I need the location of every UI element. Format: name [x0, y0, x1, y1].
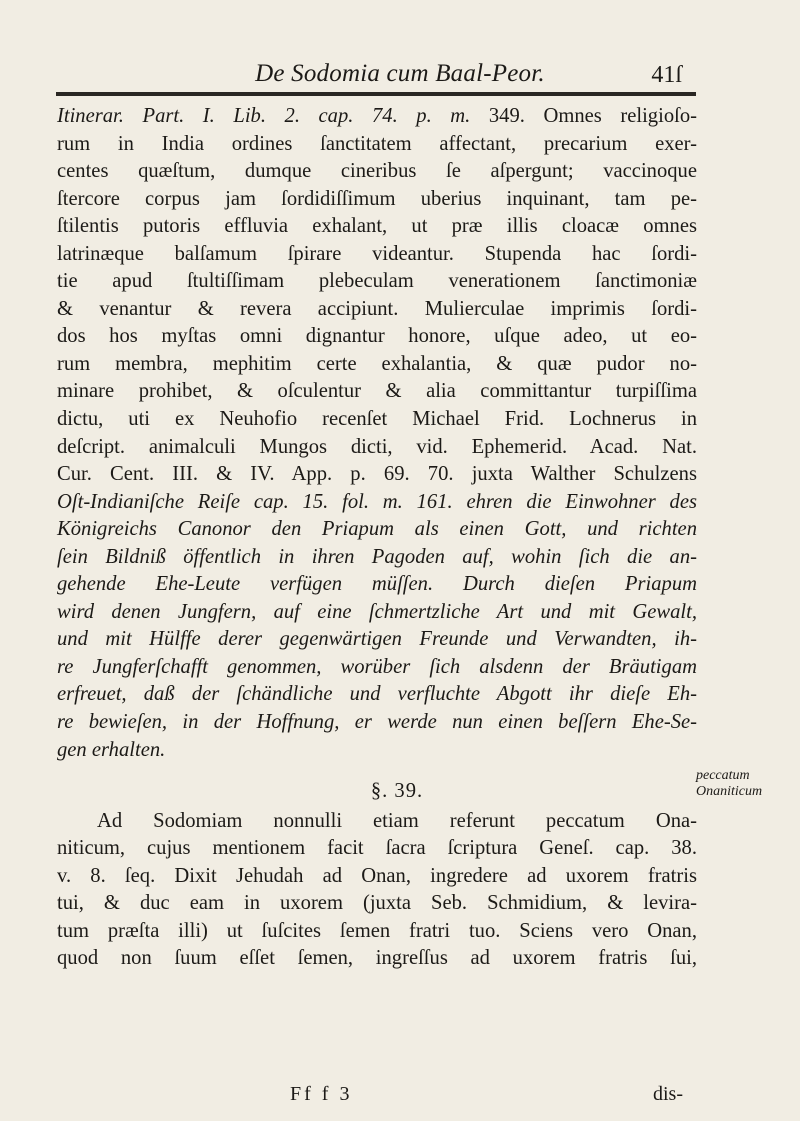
text-line: ſtercore corpus jam ſordidiſſimum uberius inquinant, tam pe-: [57, 187, 697, 210]
german-quote-line: gen erhalten.: [57, 738, 166, 761]
catchword: dis-: [653, 1083, 683, 1105]
text-line: dictu, uti ex Neuhofio recenſet Michael Frid. Lochnerus in: [57, 408, 697, 431]
text-line: quod non ſuum eſſet ſemen, ingreſſus ad uxorem fratris ſui,: [57, 947, 697, 970]
text-line: tum præſta illi) ut ſuſcites ſemen fratri tuo. Sciens vero Onan,: [57, 919, 697, 942]
german-quote-line: erfreuet, daß der ſchändliche und verfluchte Abgott ihr dieſe Eh-: [57, 683, 697, 706]
page-number: 41ſ: [651, 62, 682, 88]
german-quote-line: re bewieſen, in der Hoffnung, er werde nun einen beſſern Ehe-Se-: [57, 711, 697, 734]
text-line: centes quæſtum, dumque cineribus ſe aſpergunt; vaccinoque: [57, 160, 697, 183]
german-quote-line: Oſt-Indianiſche Reiſe cap. 15. fol. m. 161. ehren die Einwohner des: [57, 490, 697, 513]
text-line: latrinæque balſamum ſpirare videantur. Stupenda hac ſordi-: [57, 242, 697, 265]
margin-note-line: peccatum: [696, 768, 750, 783]
header-rule: [56, 92, 696, 96]
text-line: minare prohibet, & oſculentur & alia committantur turpiſſima: [57, 380, 697, 403]
body-text: [57, 103, 697, 973]
german-quote-line: gehende Ehe-Leute verfügen müſſen. Durch dieſen Priapum: [57, 573, 697, 596]
margin-note-line: Onaniticum: [696, 784, 763, 799]
citation-itinerar: Itinerar. Part. I. Lib. 2. cap. 74. p. m.: [57, 105, 489, 127]
german-quote-line: und mit Hülffe derer gegenwärtigen Freunde und Verwandten, ih-: [57, 628, 697, 651]
german-quote-line: ſein Bildniß öffentlich in ihren Pagoden auf, wohin ſich die an-: [57, 545, 697, 568]
text-line: v. 8. ſeq. Dixit Jehudah ad Onan, ingredere ad uxorem fratris: [57, 864, 697, 887]
margin-note: [696, 768, 792, 800]
text-line: Ad Sodomiam nonnulli etiam referunt peccatum Ona-: [97, 809, 697, 832]
text-line-rest: 349. Omnes religioſo-: [488, 105, 697, 127]
german-quote-line: wird denen Jungfern, auf eine ſchmertzliche Art und mit Gewalt,: [57, 600, 697, 623]
text-line: tie apud ſtultiſſimam plebeculam venerationem ſanctimoniæ: [57, 270, 697, 293]
signature-mark: Ff f 3: [290, 1083, 353, 1105]
text-line: rum in India ordines ſanctitatem affectant, precarium exer-: [57, 132, 697, 155]
section-mark: §. 39.: [370, 780, 424, 803]
text-line: tui, & duc eam in uxorem (juxta Seb. Schmidium, & levira-: [57, 892, 697, 915]
german-quote-line: Königreichs Canonor den Priapum als einen Gott, und richten: [57, 518, 697, 541]
text-line: rum membra, mephitim certe exhalantia, & quæ pudor no-: [57, 352, 697, 375]
text-line: & venantur & revera accipiunt. Mulierculae imprimis ſordi-: [57, 297, 697, 320]
text-line: [57, 103, 697, 131]
text-line: dos hos myſtas omni dignantur honore, uſque adeo, ut eo-: [57, 325, 697, 348]
paragraph-1: [57, 103, 697, 764]
text-line: ſtilentis putoris effluvia exhalant, ut præ illis cloacæ omnes: [57, 215, 697, 238]
text-line: deſcript. animalculi Mungos dicti, vid. Ephemerid. Acad. Nat.: [57, 435, 697, 458]
text-line: Cur. Cent. III. & IV. App. p. 69. 70. juxta Walther Schulzens: [57, 463, 697, 486]
running-title: De Sodomia cum Baal-Peor.: [255, 60, 545, 87]
text-line: niticum, cujus mentionem facit ſacra ſcriptura Geneſ. cap. 38.: [57, 837, 697, 860]
german-quote-line: re Jungferſchafft genommen, worüber ſich alsdenn der Bräutigam: [57, 655, 697, 678]
paragraph-2: [57, 808, 697, 973]
